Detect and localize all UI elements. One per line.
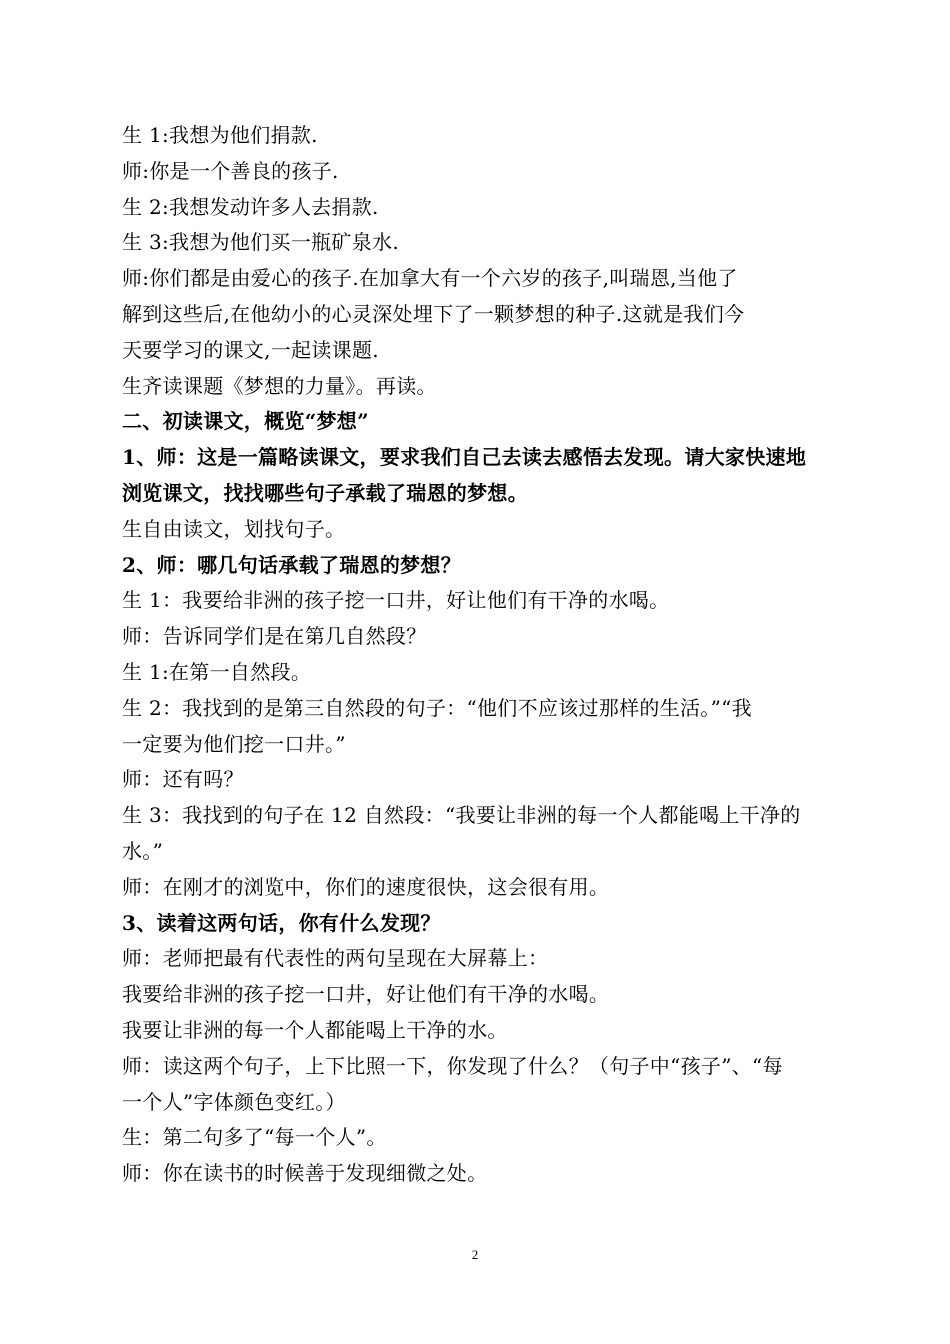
text-line: 解到这些后,在他幼小的心灵深处埋下了一颗梦想的种子.这就是我们今 (122, 301, 745, 326)
text-line: 师:你们都是由爱心的孩子.在加拿大有一个六岁的孩子,叫瑞恩,当他了 (122, 266, 738, 291)
text-line: 生 1：我要给非洲的孩子挖一口井，好让他们有干净的水喝。 (122, 588, 670, 613)
text-line: 生自由读文，划找句子。 (122, 516, 346, 541)
document-body (122, 118, 850, 1192)
page-number: 2 (471, 1247, 479, 1262)
text-line: 生 3:我想为他们买一瓶矿泉水. (122, 230, 399, 255)
step-heading: 1、师：这是一篇略读课文，要求我们自己去读去感悟去发现。请大家快速地 (122, 445, 807, 470)
text-line: 生 1:我想为他们捐款. (122, 123, 318, 147)
text-line: 生 1:在第一自然段。 (122, 659, 312, 684)
text-line: 生齐读课题《梦想的力量》。再读。 (122, 373, 437, 398)
text-line: 天要学习的课文,一起读课题. (122, 337, 379, 362)
text-line: 师：在刚才的浏览中，你们的速度很快，这会很有用。 (122, 874, 610, 899)
step-heading: 2、师：哪几句话承载了瑞恩的梦想？ (122, 552, 462, 577)
text-line: 师：老师把最有代表性的两句呈现在大屏幕上： (122, 946, 549, 971)
text-line: 生 2:我想发动许多人去捐款. (122, 194, 379, 219)
text-line: 生 2：我找到的是第三自然段的句子：“他们不应该过那样的生活。”“我 (122, 695, 752, 720)
step-heading-continued: 浏览课文，找找哪些句子承载了瑞恩的梦想。 (122, 480, 528, 505)
text-line: 师：告诉同学们是在第几自然段？ (122, 624, 427, 649)
text-line: 师：还有吗？ (122, 767, 244, 792)
text-line: 我要给非洲的孩子挖一口井，好让他们有干净的水喝。 (122, 982, 610, 1007)
text-line: 水。” (122, 838, 164, 863)
text-line: 一定要为他们挖一口井。” (122, 731, 346, 756)
section-heading: 二、初读课文，概览“梦想” (122, 409, 369, 434)
text-line: 生：第二句多了“每一个人”。 (122, 1125, 387, 1150)
text-line: 师：你在读书的时候善于发现细微之处。 (122, 1161, 488, 1186)
text-line: 我要让非洲的每一个人都能喝上干净的水。 (122, 1017, 508, 1042)
step-heading: 3、读着这两句话，你有什么发现？ (122, 910, 441, 935)
text-line: 一个人”字体颜色变红。） (122, 1089, 346, 1114)
text-line: 师：读这两个句子，上下比照一下，你发现了什么？（句子中“孩子”、“每 (122, 1053, 783, 1078)
text-line: 生 3：我找到的句子在 12 自然段：“我要让非洲的每一个人都能喝上干净的 (122, 803, 801, 828)
text-line: 师:你是一个善良的孩子. (122, 158, 339, 183)
